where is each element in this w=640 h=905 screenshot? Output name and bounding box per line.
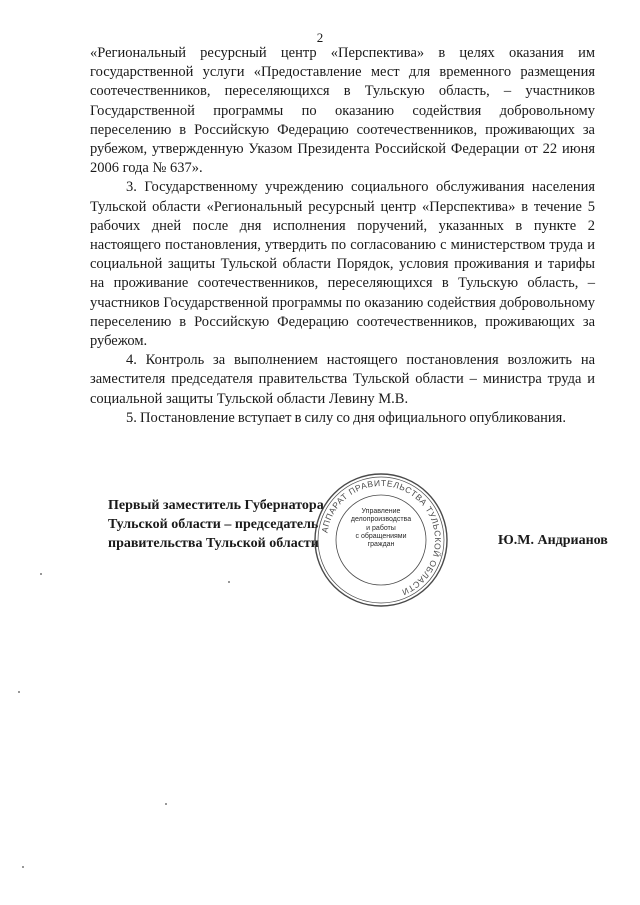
text-line: пункте 2 настоящего постановления, утвердить по согласованию с	[90, 217, 595, 254]
text-line: условия проживания и тарифы на проживание соотечественников,	[90, 256, 596, 292]
text-line: от 22 июня 2006 года № 637».	[90, 141, 596, 177]
signatory-title-line: Первый заместитель Губернатора	[108, 498, 324, 513]
stamp-line: с обращениями	[355, 532, 407, 540]
signatory-title-line: правительства Тульской области	[108, 536, 319, 551]
text-line: переселению в Российскую Федерацию соотечественников, проживающих за	[90, 121, 595, 138]
text-line: соотечественников, переселяющихся в Тульскую область, – участников	[90, 83, 595, 100]
scan-speck	[40, 573, 42, 575]
stamp-line: и работы	[366, 524, 396, 532]
stamp-line: граждан	[367, 541, 395, 549]
text-line: труда и социальной защиты Тульской области Левину М.В.	[90, 371, 595, 407]
document-body	[90, 44, 595, 428]
text-line: программы по оказанию содействия добровольному переселению в	[90, 294, 595, 330]
text-line: 5. Постановление вступает в силу со дня официального опубликования.	[126, 409, 566, 426]
page-number: 2	[316, 30, 324, 45]
scan-speck	[18, 691, 20, 693]
text-line: населения Тульской области «Региональный ресурсный центр «Перспектива»	[90, 179, 596, 215]
scan-speck	[228, 581, 230, 583]
paragraph-3	[90, 178, 595, 351]
text-line: в течение 5 рабочих дней после дня исполнения поручений, указанных в	[90, 198, 595, 234]
text-line: министерством труда и социальной защиты Тульской области Порядок,	[90, 237, 595, 273]
stamp-ring-text: АППАРАТ ПРАВИТЕЛЬСТВА ТУЛЬСКОЙ ОБЛАСТИ	[319, 477, 444, 598]
scan-speck	[165, 803, 167, 805]
text-line: 4. Контроль за выполнением настоящего постановления возложить	[126, 352, 573, 369]
signature-block	[108, 496, 324, 553]
signatory-title-line: Тульской области – председатель	[108, 517, 319, 532]
text-line: Государственной программы по оказанию содействия добровольному	[90, 102, 595, 119]
scan-speck	[22, 866, 24, 868]
text-line: государственной услуги «Предоставление мест для временного размещения	[90, 64, 595, 81]
paragraph-continuation	[90, 44, 595, 178]
stamp-line: Управление	[361, 508, 401, 515]
text-line: переселяющихся в Тульскую область, – участников Государственной	[90, 275, 596, 311]
stamp-inner-text	[346, 508, 416, 549]
stamp-line: делопроизводства	[350, 516, 412, 524]
text-line: на заместителя председателя правительства Тульской области – министра	[90, 352, 596, 388]
paragraph-4	[90, 351, 595, 409]
paragraph-5	[90, 409, 595, 428]
text-line: «Региональный ресурсный центр «Перспектива» в целях оказания им	[90, 45, 595, 61]
signatory-name: Ю.М. Андрианов	[498, 533, 608, 548]
text-line: рубежом, утвержденную Указом Президента Российской Федерации	[90, 141, 520, 158]
text-line: Российскую Федерацию соотечественников, проживающих за рубежом.	[90, 313, 596, 350]
text-line: 3. Государственному учреждению социального обслуживания	[126, 179, 525, 196]
